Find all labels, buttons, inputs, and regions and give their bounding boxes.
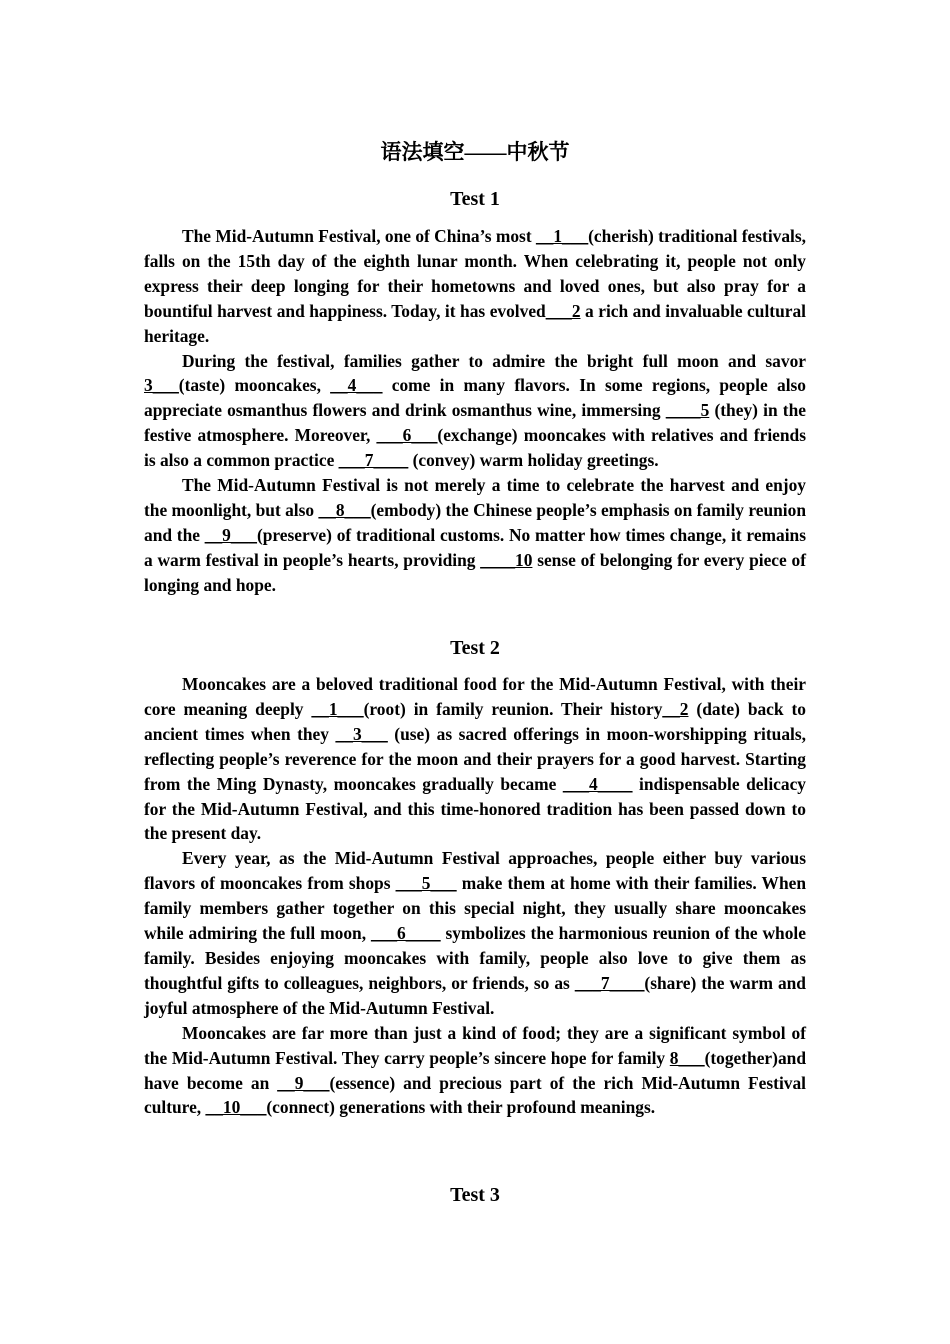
text-segment: (they) in the festive atmosphere. Moreover, bbox=[144, 400, 806, 446]
text-segment: symbolizes the harmonious reunion of the whole family. Besides enjoying mooncakes with family, people also love to give them as thoughtful gifts to colleagues, neighbors, or friends, so as bbox=[144, 923, 806, 993]
answer-blank: ___4____ bbox=[562, 773, 633, 794]
text-segment: a rich and invaluable cultural heritage. bbox=[144, 300, 806, 346]
answer-blank: __1___ bbox=[535, 226, 589, 246]
answer-blank: ____5 bbox=[665, 400, 710, 421]
text-segment: make them at home with their families. When family members gather together on this special night, they usually share mooncakes while admiring the full moon, bbox=[144, 873, 807, 944]
text-segment: The Mid-Autumn Festival, one of China’s most bbox=[182, 226, 536, 246]
answer-blank: ___2 bbox=[545, 300, 581, 321]
answer-blank: __3___ bbox=[335, 723, 388, 744]
text-segment: Mooncakes are a beloved traditional food for the Mid-Autumn Festival, with their core meaning deeply bbox=[144, 674, 806, 719]
test-3-heading: Test 3 bbox=[450, 1184, 500, 1206]
text-segment: (use) as sacred offerings in moon-worshipping rituals, reflecting people’s reverence for the moon and their prayers for a good harvest. Starting from the Ming Dynasty, mooncakes gradually became bbox=[144, 723, 806, 794]
test-2-heading: Test 2 bbox=[450, 637, 500, 659]
answer-blank: __1___ bbox=[311, 698, 364, 719]
text-segment: (preserve) of traditional customs. No matter how times change, it remains a warm festival in people’s hearts, providing bbox=[144, 524, 806, 570]
text-segment: (together)and have become an bbox=[144, 1047, 806, 1093]
answer-blank: __9___ bbox=[204, 524, 257, 545]
answer-blank: ___6___ bbox=[376, 425, 438, 446]
text-segment: (share) the warm and joyful atmosphere of the Mid-Autumn Festival. bbox=[144, 972, 806, 1018]
answer-blank: ___7____ bbox=[574, 972, 645, 993]
answer-blank: __10___ bbox=[205, 1097, 267, 1118]
text-segment: (essence) and precious part of the rich Mid-Autumn Festival culture, bbox=[144, 1072, 807, 1118]
test-2-body bbox=[144, 672, 806, 1120]
answer-blank: 3___ bbox=[144, 375, 179, 396]
answer-blank: ___6____ bbox=[370, 923, 441, 944]
text-segment: (convey) warm holiday greetings. bbox=[408, 450, 659, 471]
test-1-paragraph-2 bbox=[144, 349, 806, 474]
text-segment: During the festival, families gather to admire the bright full moon and savor bbox=[182, 350, 806, 371]
answer-blank: 8___ bbox=[669, 1047, 705, 1068]
text-segment: (date) back to ancient times when they bbox=[144, 698, 806, 744]
answer-blank: __8___ bbox=[318, 499, 371, 520]
page-title: 语法填空——中秋节 bbox=[380, 140, 570, 164]
text-segment: Every year, as the Mid-Autumn Festival approaches, people either buy various flavors of mooncakes from shops bbox=[144, 848, 806, 894]
test-2-paragraph-1 bbox=[144, 672, 806, 846]
test-1-paragraph-1 bbox=[144, 224, 806, 349]
text-segment: (connect) generations with their profound meanings. bbox=[266, 1097, 656, 1118]
text-segment: (taste) mooncakes, bbox=[178, 375, 331, 396]
text-segment: indispensable delicacy for the Mid-Autumn Festival, and this time-honored tradition has been passed down to the present day. bbox=[144, 773, 806, 844]
text-segment: The Mid-Autumn Festival is not merely a time to celebrate the harvest and enjoy the moonlight, but also bbox=[144, 475, 806, 520]
text-segment: (root) in family reunion. Their history bbox=[363, 698, 663, 719]
test-1-paragraph-3 bbox=[144, 473, 806, 598]
text-segment: Mooncakes are far more than just a kind of food; they are a significant symbol of the Mid-Autumn Festival. They carry people’s sincere hope for family bbox=[144, 1022, 806, 1068]
text-segment: sense of belonging for every piece of longing and hope. bbox=[144, 549, 806, 595]
test-1-heading: Test 1 bbox=[450, 188, 500, 210]
text-segment: (exchange) mooncakes with relatives and friends is also a common practice bbox=[144, 425, 806, 471]
text-segment: (cherish) traditional festivals, falls on the 15th day of the eighth lunar month. When celebrating it, people not only express their deep longing for their hometowns and loved ones, but also pray for a bountiful harvest and happiness. Today, it has evolved bbox=[144, 226, 806, 321]
text-segment: come in many flavors. In some regions, people also appreciate osmanthus flowers and drink osmanthus wine, immersing bbox=[144, 375, 806, 421]
answer-blank: ___7____ bbox=[338, 450, 409, 471]
answer-blank: __2 bbox=[662, 698, 689, 719]
answer-blank: __9___ bbox=[277, 1072, 330, 1093]
test-2-paragraph-3 bbox=[144, 1021, 806, 1121]
test-1-body bbox=[144, 224, 806, 598]
text-segment: (embody) the Chinese people’s emphasis on family reunion and the bbox=[144, 499, 806, 545]
answer-blank: ___5___ bbox=[395, 873, 457, 894]
answer-blank: ____10 bbox=[480, 549, 533, 570]
answer-blank: __4___ bbox=[330, 375, 383, 396]
test-2-paragraph-2 bbox=[144, 846, 806, 1020]
